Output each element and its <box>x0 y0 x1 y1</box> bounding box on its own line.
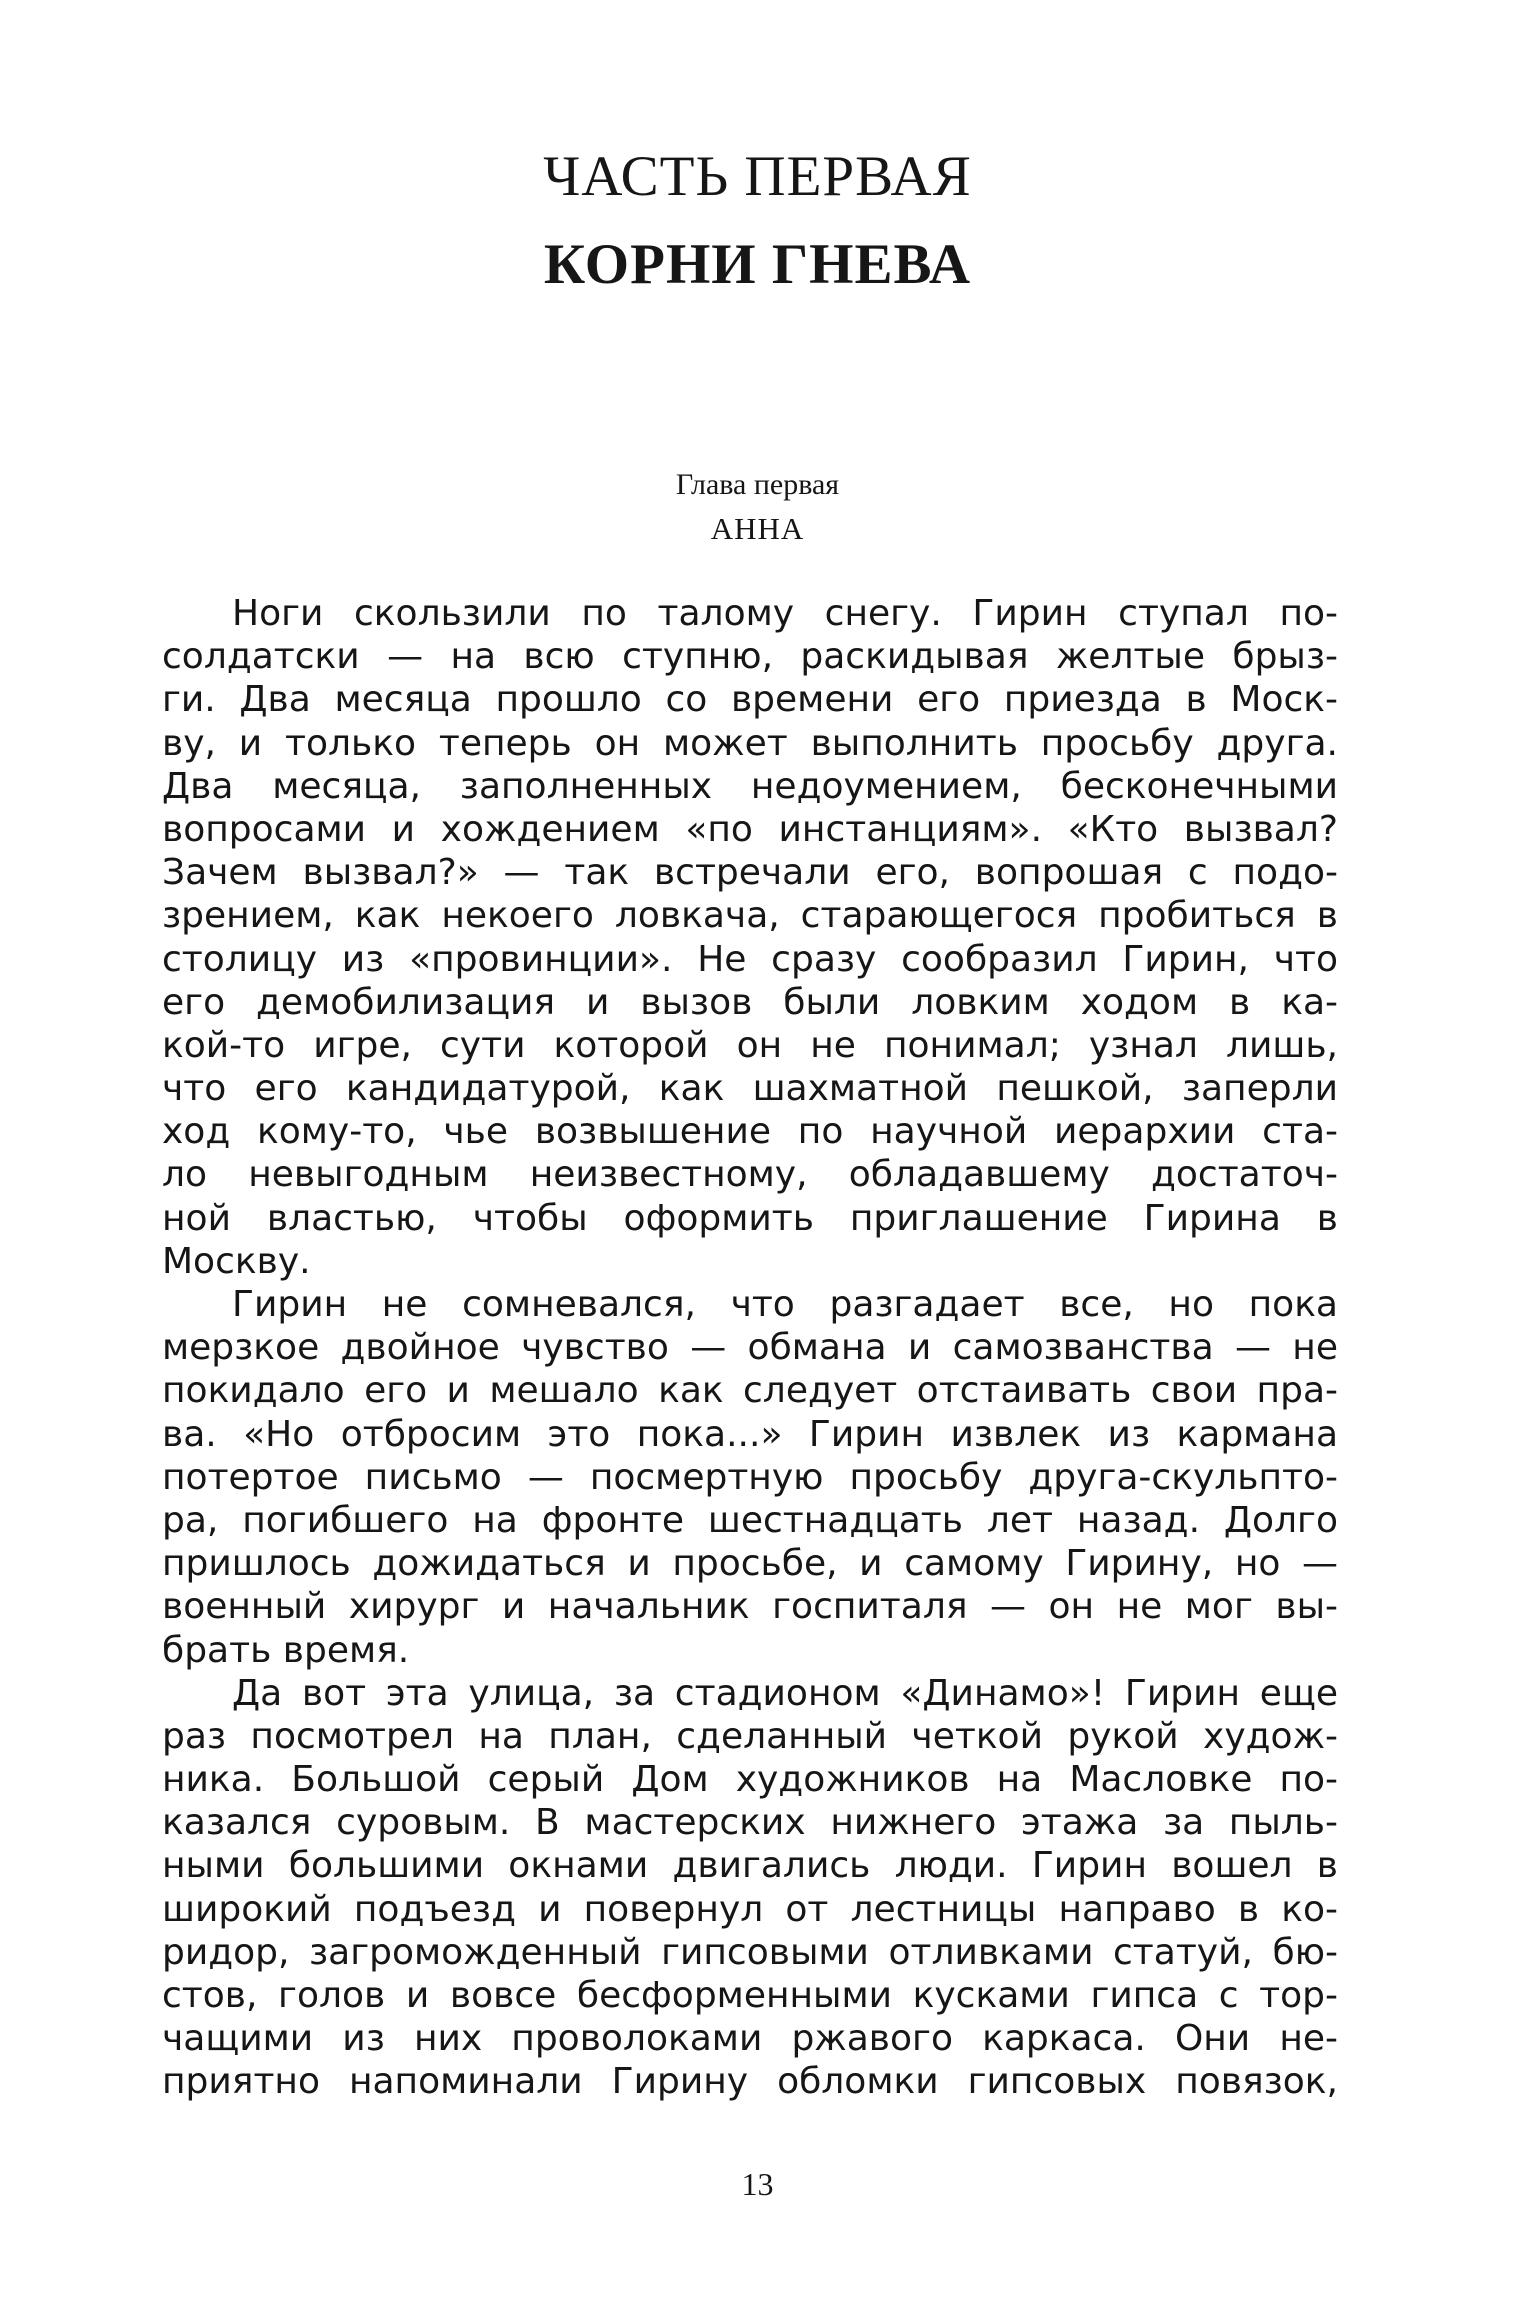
text-line: приятно напоминали Гирину обломки гипсовых повязок, <box>162 2061 1338 2103</box>
text-line: зрением, как некоего ловкача, старающегося пробиться в <box>162 895 1338 937</box>
text-line: широкий подъезд и повернул от лестницы направо в ко- <box>162 1888 1338 1930</box>
book-title: КОРНИ ГНЕВА <box>543 233 972 296</box>
text-line: ву, и только теперь он может выполнить просьбу друга. <box>162 722 1338 764</box>
text-line: раз посмотрел на план, сделанный четкой рукой худож- <box>162 1715 1338 1757</box>
chapter-label: Глава первая <box>675 468 840 501</box>
text-line: ва. «Но отбросим это пока...» Гирин извлек из кармана <box>162 1413 1338 1455</box>
body-text <box>162 592 1338 2104</box>
text-line: мерзкое двойное чувство — обмана и самозванства — не <box>162 1327 1338 1369</box>
text-line: чащими из них проволоками ржавого каркаса. Они не- <box>162 2018 1338 2060</box>
text-line: казался суровым. В мастерских нижнего этажа за пыль- <box>162 1802 1338 1844</box>
text-line: кой-то игре, сути которой он не понимал; узнал лишь, <box>162 1024 1338 1066</box>
text-line: Ноги скользили по талому снегу. Гирин ступал по- <box>232 593 1338 634</box>
text-line: Гирин не сомневался, что разгадает все, но пока <box>232 1284 1338 1325</box>
text-line: ной властью, чтобы оформить приглашение Гирина в <box>162 1197 1338 1239</box>
text-line: ника. Большой серый Дом художников на Масловке по- <box>162 1759 1338 1801</box>
text-line: Два месяца, заполненных недоумением, бесконечными <box>162 765 1338 807</box>
text-line: ридор, загроможденный гипсовыми отливками статуй, бю- <box>162 1931 1338 1973</box>
text-line: пришлось дожидаться и просьбе, и самому Гирину, но — <box>162 1543 1338 1585</box>
text-line: покидало его и мешало как следует отстаивать свои пра- <box>162 1370 1338 1412</box>
text-line: Зачем вызвал?» — так встречали его, вопрошая с подо- <box>162 852 1338 894</box>
text-line: солдатски — на всю ступню, раскидывая желтые брыз- <box>162 636 1338 678</box>
text-line: что его кандидатурой, как шахматной пешкой, заперли <box>162 1068 1338 1110</box>
paragraph <box>162 1283 1338 1672</box>
text-line: ра, погибшего на фронте шестнадцать лет назад. Долго <box>162 1499 1338 1541</box>
text-line: ными большими окнами двигались люди. Гирин вошел в <box>162 1845 1338 1887</box>
text-line: вопросами и хождением «по инстанциям». «Кто вызвал? <box>162 808 1338 850</box>
text-line: потертое письмо — посмертную просьбу друга-скульпто- <box>162 1456 1338 1498</box>
paragraph <box>162 1672 1338 2104</box>
text-line: стов, голов и вовсе бесформенными кусками гипса с тор- <box>162 1975 1338 2016</box>
text-line: ги. Два месяца прошло со времени его приезда в Моск- <box>162 679 1338 721</box>
text-line: столицу из «провинции». Не сразу сообразил Гирин, что <box>162 938 1338 980</box>
text-line: его демобилизация и вызов были ловким ходом в ка- <box>162 981 1338 1023</box>
text-line: Москву. <box>162 1240 311 1282</box>
text-line: военный хирург и начальник госпиталя — он не мог вы- <box>162 1586 1338 1628</box>
text-line: ход кому-то, чье возвышение по научной иерархии ста- <box>162 1111 1338 1153</box>
part-title: ЧАСТЬ ПЕРВАЯ <box>543 145 972 208</box>
text-line: ло невыгодным неизвестному, обладавшему достаточ- <box>162 1154 1338 1196</box>
text-line: брать время. <box>162 1629 410 1671</box>
chapter-title: АННА <box>710 511 805 546</box>
page-number: 13 <box>741 2166 774 2202</box>
paragraph <box>162 592 1338 1283</box>
text-line: Да вот эта улица, за стадионом «Динамо»! Гирин еще <box>232 1672 1338 1714</box>
